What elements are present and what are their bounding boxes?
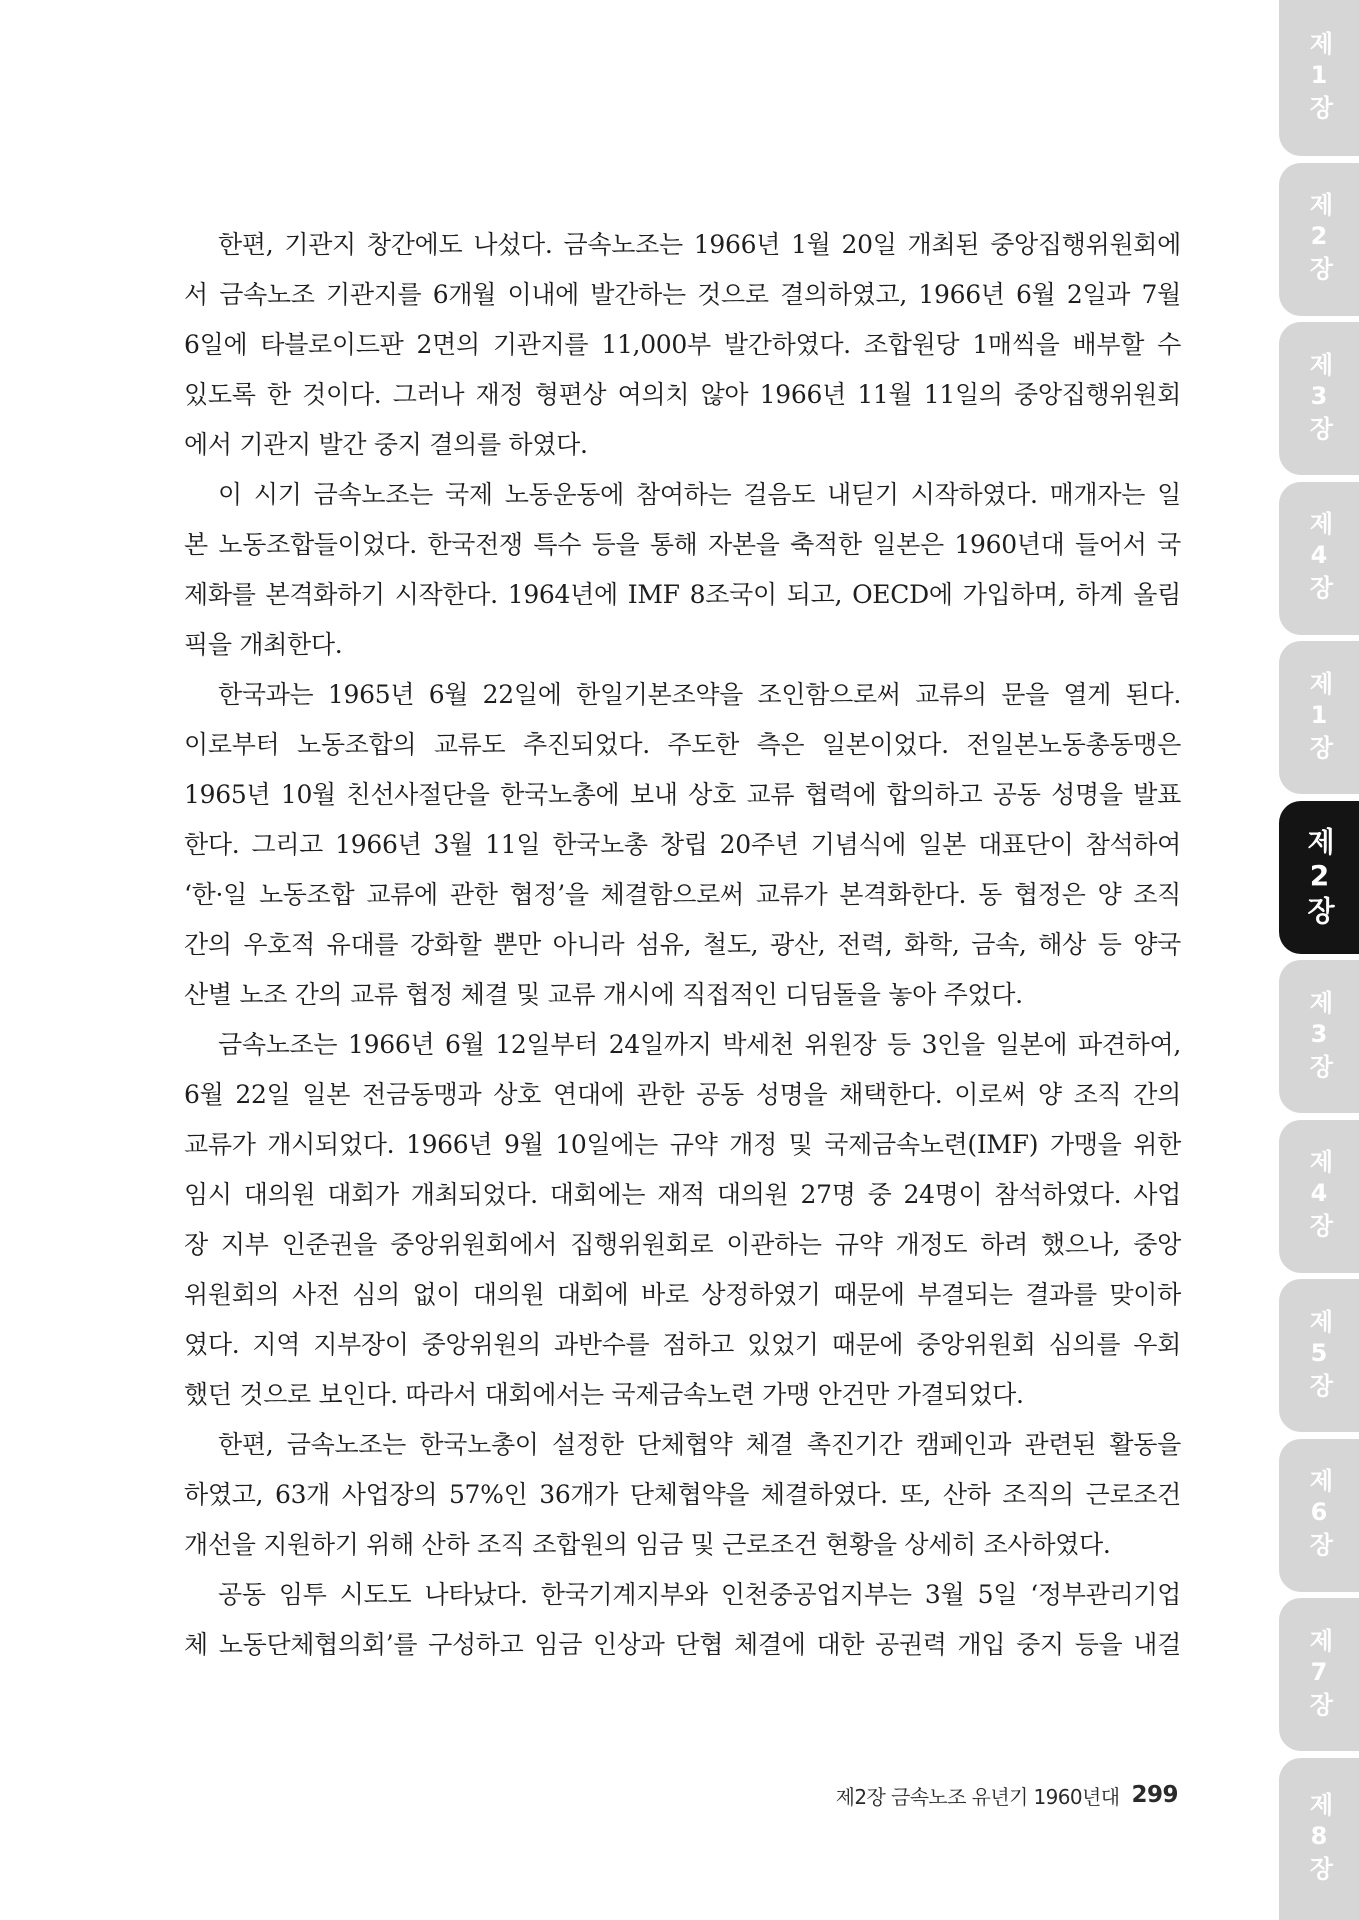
chapter-tab <box>1279 1120 1359 1273</box>
chapter-tab-current <box>1279 801 1359 954</box>
text-line: 금속노조는 1966년 6월 12일부터 24일까지 박세천 위원장 등 3인을 일본에 파견하여, <box>218 1030 1181 1059</box>
text-line: 한국과는 1965년 6월 22일에 한일기본조약을 조인함으로써 교류의 문을 열게 된다. <box>218 680 1181 709</box>
paragraph <box>184 670 1181 1020</box>
chapter-tab-label: 제2장 <box>1303 826 1336 928</box>
chapter-tab-label: 제7장 <box>1305 1627 1333 1722</box>
paragraph <box>184 470 1181 670</box>
chapter-tab-label: 제6장 <box>1305 1468 1333 1562</box>
chapter-tab-label: 제3장 <box>1305 989 1333 1084</box>
text-line: 공동 임투 시도도 나타났다. 한국기계지부와 인천중공업지부는 3월 5일 ‘정부관리기업 <box>218 1580 1181 1609</box>
text-line: 한편, 기관지 창간에도 나섰다. 금속노조는 1966년 1월 20일 개최된 중앙집행위원회에 <box>218 230 1181 259</box>
chapter-tab <box>1279 1279 1359 1432</box>
paragraph <box>184 1420 1181 1570</box>
text-line: ‘한·일 노동조합 교류에 관한 협정’을 체결함으로써 교류가 본격화한다. 동 협정은 양 조직 <box>184 880 1181 909</box>
text-line: 했던 것으로 보인다. 따라서 대회에서는 국제금속노련 가맹 안건만 가결되었다. <box>184 1380 1024 1409</box>
body-text <box>184 220 1181 1670</box>
text-line: 장 지부 인준권을 중앙위원회에서 집행위원회로 이관하는 규약 개정도 하려 했으나, 중앙 <box>184 1230 1181 1259</box>
text-line: 개선을 지원하기 위해 산하 조직 조합원의 임금 및 근로조건 현황을 상세히 조사하였다. <box>184 1530 1111 1559</box>
text-line: 6월 22일 일본 전금동맹과 상호 연대에 관한 공동 성명을 채택한다. 이로써 양 조직 간의 <box>184 1080 1181 1109</box>
text-line: 위원회의 사전 심의 없이 대의원 대회에 바로 상정하였기 때문에 부결되는 결과를 맞이하 <box>184 1280 1181 1309</box>
chapter-tab-label: 제2장 <box>1305 192 1333 286</box>
text-line: 교류가 개시되었다. 1966년 9월 10일에는 규약 개정 및 국제금속노련(IMF) 가맹을 위한 <box>184 1130 1181 1159</box>
chapter-tab-label: 제3장 <box>1305 351 1333 446</box>
text-line: 간의 우호적 유대를 강화할 뿐만 아니라 섬유, 철도, 광산, 전력, 화학, 금속, 해상 등 양국 <box>184 930 1181 959</box>
text-line: 제화를 본격화하기 시작한다. 1964년에 IMF 8조국이 되고, OECD에 가입하며, 하계 올림 <box>184 580 1181 609</box>
text-line: 임시 대의원 대회가 개최되었다. 대회에는 재적 대의원 27명 중 24명이 참석하였다. 사업 <box>184 1180 1181 1209</box>
text-line: 서 금속노조 기관지를 6개월 이내에 발간하는 것으로 결의하였고, 1966년 6월 2일과 7월 <box>184 280 1181 309</box>
chapter-tab <box>1279 1598 1359 1751</box>
text-line: 본 노동조합들이었다. 한국전쟁 특수 등을 통해 자본을 축적한 일본은 1960년대 들어서 국 <box>184 530 1181 559</box>
running-title: 제2장 금속노조 유년기 1960년대 <box>835 1784 1120 1809</box>
text-line: 에서 기관지 발간 중지 결의를 하였다. <box>184 430 588 459</box>
chapter-tab-label: 제1장 <box>1305 31 1333 125</box>
page-number: 299 <box>1131 1782 1178 1808</box>
chapter-tab <box>1279 1758 1359 1920</box>
chapter-tab <box>1279 322 1359 475</box>
chapter-tab-label: 제1장 <box>1305 670 1333 765</box>
chapter-tab <box>1279 482 1359 635</box>
text-line: 픽을 개최한다. <box>184 630 343 659</box>
text-line: 한편, 금속노조는 한국노총이 설정한 단체협약 체결 촉진기간 캠페인과 관련된 활동을 <box>218 1430 1181 1459</box>
text-line: 이로부터 노동조합의 교류도 추진되었다. 주도한 측은 일본이었다. 전일본노동총동맹은 <box>184 730 1181 759</box>
chapter-index-tabs <box>1279 0 1359 1920</box>
text-line: 한다. 그리고 1966년 3월 11일 한국노총 창립 20주년 기념식에 일본 대표단이 참석하여 <box>184 830 1181 859</box>
paragraph <box>184 220 1181 470</box>
text-line: 체 노동단체협의회’를 구성하고 임금 인상과 단협 체결에 대한 공권력 개입 중지 등을 내걸 <box>184 1630 1181 1659</box>
chapter-tab-label: 제4장 <box>1305 511 1333 605</box>
chapter-tab <box>1279 960 1359 1113</box>
running-footer <box>836 1780 1178 1810</box>
text-line: 하였고, 63개 사업장의 57%인 36개가 단체협약을 체결하였다. 또, 산하 조직의 근로조건 <box>184 1480 1181 1509</box>
chapter-tab-label: 제4장 <box>1305 1149 1333 1243</box>
text-line: 였다. 지역 지부장이 중앙위원의 과반수를 점하고 있었기 때문에 중앙위원회 심의를 우회 <box>184 1330 1181 1359</box>
chapter-tab-label: 제8장 <box>1305 1791 1333 1886</box>
chapter-tab-label: 제5장 <box>1305 1308 1333 1403</box>
chapter-tab <box>1279 163 1359 316</box>
chapter-tab <box>1279 1439 1359 1592</box>
chapter-tab <box>1279 641 1359 794</box>
paragraph <box>184 1570 1181 1670</box>
text-line: 6일에 타블로이드판 2면의 기관지를 11,000부 발간하였다. 조합원당 1매씩을 배부할 수 <box>184 330 1181 359</box>
paragraph <box>184 1020 1181 1420</box>
text-line: 1965년 10월 친선사절단을 한국노총에 보내 상호 교류 협력에 합의하고 공동 성명을 발표 <box>184 780 1181 809</box>
chapter-tab <box>1279 0 1359 156</box>
text-line: 산별 노조 간의 교류 협정 체결 및 교류 개시에 직접적인 디딤돌을 놓아 주었다. <box>184 980 1023 1009</box>
text-line: 있도록 한 것이다. 그러나 재정 형편상 여의치 않아 1966년 11월 11일의 중앙집행위원회 <box>184 380 1181 409</box>
text-line: 이 시기 금속노조는 국제 노동운동에 참여하는 걸음도 내딛기 시작하였다. 매개자는 일 <box>218 480 1181 509</box>
